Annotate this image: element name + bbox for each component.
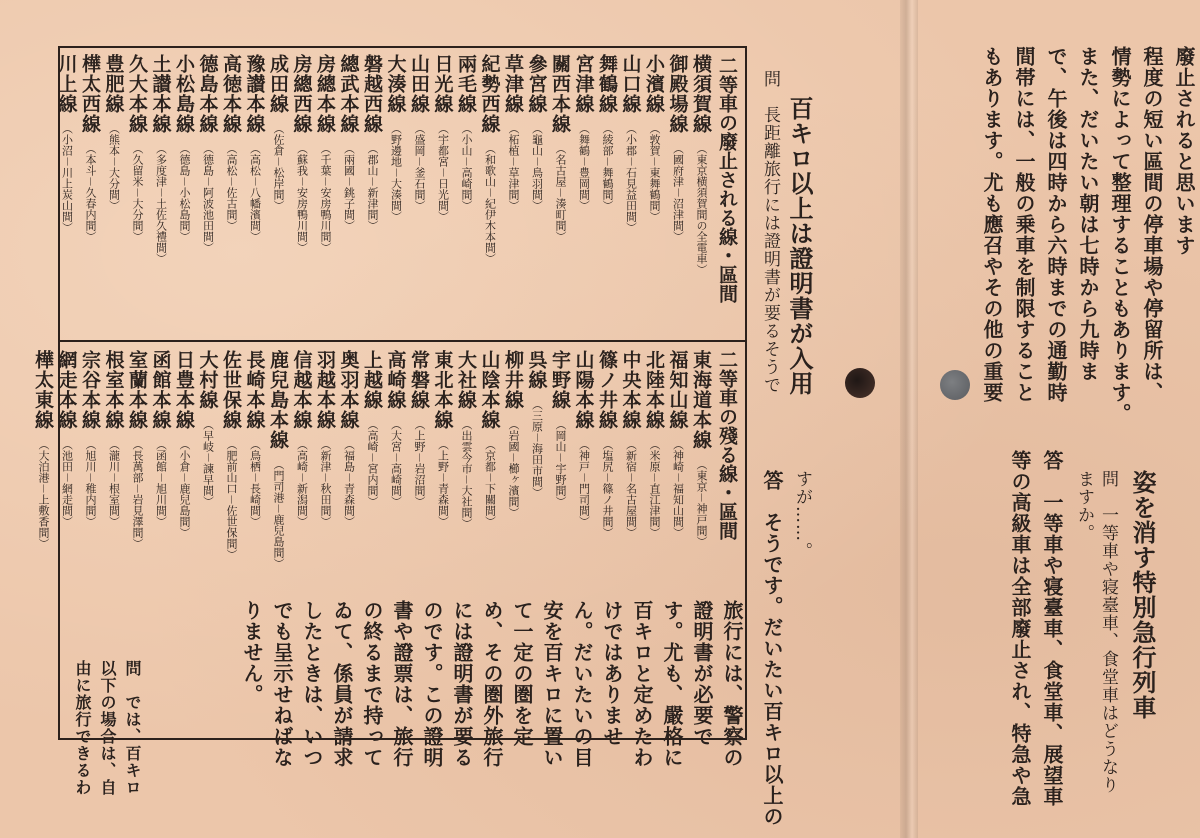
text-column: 情勢によって整理することもあります。	[1108, 46, 1132, 424]
answer-text: 安を百キロに置い	[540, 600, 564, 768]
table-row	[198, 350, 218, 507]
table-row	[221, 54, 241, 231]
line-name: 東北本線	[431, 350, 454, 430]
section-name: （大泊港－上敷香間）	[37, 439, 50, 549]
table-row	[456, 350, 476, 529]
line-name: 北陸本線	[643, 350, 665, 430]
line-name: 參宮線	[525, 54, 548, 114]
section-name: （米原－直江津間）	[648, 439, 661, 538]
section-name: （早岐－諫早間）	[201, 419, 215, 507]
section-name: （本斗－久春内間）	[84, 143, 97, 242]
line-name: 常磐線	[408, 350, 430, 410]
section-name: （肥前山口－佐世保間）	[225, 439, 238, 560]
table-row	[668, 350, 688, 538]
answer-text: の終るまで持って	[360, 600, 384, 768]
table-row	[268, 350, 288, 569]
section-name: （龜山－鳥羽間）	[530, 123, 544, 211]
line-name: 大社線	[455, 350, 477, 410]
table-row	[339, 350, 359, 527]
question-text: 問 長距離旅行には證明書が要るそうで	[760, 70, 780, 394]
table-row	[691, 54, 711, 275]
table-row	[386, 350, 406, 507]
section-name: （敦賀－東舞鶴間）	[648, 123, 661, 222]
answer-text: ん。だいたいの目	[570, 600, 594, 768]
answer-text: 等の高級車は全部廢止され、特急や急	[1008, 450, 1032, 807]
table-row	[597, 54, 617, 211]
line-name: 高崎線	[384, 350, 407, 410]
section-name: （舞鶴－豊岡間）	[577, 123, 591, 211]
text-column: もあります。尤も應召やその他の重要	[980, 46, 1004, 403]
section-name: （小山－高崎間）	[460, 123, 473, 211]
answer-text: す。尤も、嚴格に	[660, 600, 684, 768]
section-name: （盛岡－釜石間）	[413, 123, 426, 211]
answer-text: のです。この證明	[420, 600, 444, 768]
table-row	[503, 350, 523, 518]
line-name: 兩毛線	[455, 54, 477, 114]
line-name: 山田線	[408, 54, 430, 114]
section-name: （宇都宮－日光間）	[436, 123, 450, 222]
table-divider	[60, 340, 745, 342]
section-name: （國府津－沼津間）	[671, 143, 685, 242]
table-row	[33, 350, 53, 549]
line-name: 宇野線	[549, 350, 571, 410]
answer-text: したときは、いつ	[300, 600, 324, 768]
section-name: （綾部－舞鶴間）	[601, 123, 614, 211]
section-name: （名古屋－湊町間）	[554, 143, 567, 242]
line-name: 豫讃本線	[243, 54, 266, 134]
section-name: （塩尻－篠ノ井間）	[601, 439, 614, 538]
line-name: 宗谷本線	[79, 350, 101, 430]
section-name: （神崎－福知山間）	[671, 439, 685, 538]
binding-hole	[940, 370, 970, 400]
table-row	[574, 350, 594, 527]
section-name: （多度津－土佐久禮間）	[154, 143, 168, 264]
line-name: 舞鶴線	[596, 54, 618, 114]
section-name: （出雲今市－大社間）	[460, 419, 473, 529]
section-name: （上野－青森間）	[436, 439, 450, 527]
table-row	[691, 350, 711, 547]
table-row	[104, 350, 124, 527]
line-name: 網走本線	[55, 350, 78, 430]
table-row	[57, 350, 77, 527]
section-name: （高松－佐古間）	[225, 143, 238, 231]
line-name: 日光線	[431, 54, 454, 114]
line-name: 羽越本線	[314, 350, 336, 430]
line-name: 福知山線	[666, 350, 689, 430]
question-text: 以下の場合は、自	[98, 660, 117, 796]
question-text: 問 一等車や寝臺車、食堂車はどうなり	[1098, 470, 1118, 794]
table-row	[597, 350, 617, 538]
section-name: （和歌山－紀伊木本間）	[483, 143, 497, 264]
answer-text: りません。	[240, 600, 264, 705]
line-name: 小濱線	[643, 54, 665, 114]
line-name: 山陽本線	[572, 350, 595, 430]
text-column: で、午後は四時から六時までの通勤時	[1044, 46, 1068, 403]
section-name: （池田－網走間）	[60, 439, 74, 527]
line-name: 大湊線	[384, 54, 407, 114]
abolished-title: 二等車の廢止される線・區間	[716, 56, 738, 303]
line-name: 草津線	[502, 54, 524, 114]
line-name: 房總西線	[290, 54, 313, 134]
section-name: （岩國－櫛ヶ濱間）	[507, 419, 520, 518]
answer-text: め、その圏外旅行	[480, 600, 504, 768]
section-name: （岡山－宇野間）	[554, 419, 567, 507]
section-heading: 姿を消す特別急行列車	[1128, 470, 1157, 720]
table-row	[527, 350, 547, 498]
table-row	[456, 54, 476, 211]
table-row	[80, 350, 100, 527]
table-row	[550, 54, 570, 242]
text-column: 廢止されると思います	[1172, 46, 1196, 256]
line-name: 宮津線	[572, 54, 595, 114]
text-column: 間帯には、一般の乗車を制限すること	[1012, 46, 1036, 403]
line-name: 横須賀線	[690, 54, 712, 134]
line-name: 中央本線	[619, 350, 642, 430]
section-name: （佐倉－松岸間）	[272, 123, 285, 211]
line-name: 篠ノ井線	[596, 350, 618, 430]
section-name: （久留米－大分間）	[131, 143, 144, 242]
table-row	[174, 350, 194, 538]
table-row	[621, 54, 641, 233]
line-name: 柳井線	[502, 350, 524, 410]
table-row	[292, 54, 312, 253]
answer-text: 答 そうです。だいたい百キロ以上の	[760, 470, 784, 827]
table-row	[151, 54, 171, 264]
table-row	[480, 54, 500, 264]
line-name: 根室本線	[102, 350, 125, 430]
line-name: 奥羽本線	[337, 350, 360, 430]
line-name: 東海道本線	[690, 350, 712, 450]
section-name: （京都－下關間）	[483, 439, 497, 527]
line-name: 山陰本線	[478, 350, 501, 430]
question-text: すが……。	[792, 470, 812, 560]
table-row	[151, 350, 171, 527]
table-row	[57, 54, 77, 233]
answer-text: 百キロと定めたわ	[630, 600, 654, 768]
table-row	[315, 54, 335, 253]
table-row	[292, 350, 312, 527]
section-name: （函館－旭川間）	[154, 439, 168, 527]
table-row	[245, 350, 265, 527]
answer-text: 證明書が必要で	[690, 600, 714, 747]
answer-text: て一定の圏を定	[510, 600, 534, 747]
table-row	[221, 350, 241, 560]
section-name: （德島－阿波池田間）	[201, 143, 215, 253]
table-row	[621, 350, 641, 538]
section-name: （高松－八幡濱間）	[248, 143, 262, 242]
line-name: 佐世保線	[220, 350, 242, 430]
section-name: （上野－岩沼間）	[413, 419, 426, 507]
table-row	[362, 350, 382, 507]
line-name: 德島本線	[196, 54, 219, 134]
section-name: （神戸－門司間）	[577, 439, 591, 527]
line-name: 磐越西線	[361, 54, 383, 134]
line-name: 長崎本線	[243, 350, 266, 430]
question-text: ますか。	[1074, 470, 1094, 542]
answer-text: 答 一等車や寝臺車、食堂車、展望車	[1040, 450, 1064, 807]
line-name: 函館本線	[149, 350, 172, 430]
table-row	[644, 54, 664, 222]
line-name: 樺太東線	[32, 350, 54, 430]
line-name: 成田線	[267, 54, 289, 114]
section-name: （大宮－高崎間）	[389, 419, 403, 507]
line-name: 總武本線	[337, 54, 360, 134]
page-fold	[900, 0, 918, 838]
line-name: 樺太西線	[79, 54, 101, 134]
section-name: （東京横須賀間の全電車）	[695, 143, 708, 275]
line-name: 高徳本線	[220, 54, 242, 134]
answer-text: ゐて、係員が請求	[330, 600, 354, 768]
table-row	[127, 350, 147, 549]
section-name: （三原－海田市間）	[530, 399, 544, 498]
section-name: （高崎－新潟間）	[295, 439, 309, 527]
table-row	[104, 54, 124, 211]
answer-text: 書や證票は、旅行	[390, 600, 414, 768]
line-name: 紀勢西線	[478, 54, 501, 134]
table-row	[550, 350, 570, 507]
table-row	[409, 350, 429, 507]
section-name: （高崎－宮内間）	[366, 419, 379, 507]
table-row	[245, 54, 265, 242]
section-name: （長萬部－岩見澤間）	[131, 439, 144, 549]
section-name: （小沼－川上炭山間）	[60, 123, 74, 233]
section-name: （野邊地－大湊間）	[389, 123, 403, 222]
railway-lines-table	[32, 46, 747, 740]
line-name: 室蘭本線	[126, 350, 148, 430]
line-name: 信越本線	[290, 350, 313, 430]
section-name: （小倉－鹿兒島間）	[178, 439, 191, 538]
section-name: （瀧川－根室間）	[107, 439, 121, 527]
section-name: （蘇我－安房鴨川間）	[295, 143, 309, 253]
line-name: 土讃本線	[149, 54, 172, 134]
line-name: 御殿場線	[666, 54, 689, 134]
answer-text: 旅行には、警察の	[720, 600, 744, 768]
answer-text: でも呈示せねばな	[270, 600, 294, 768]
table-row	[386, 54, 406, 222]
section-name: （熊本－大分間）	[107, 123, 121, 211]
table-row	[268, 54, 288, 211]
text-column: また、だいたい朝は七時から九時ま	[1076, 46, 1100, 382]
table-row	[668, 54, 688, 242]
answer-text: けではありませ	[600, 600, 624, 747]
section-name: （兩國－銚子間）	[342, 143, 356, 231]
section-name: （柘植－草津間）	[507, 123, 520, 211]
question-text: 由に旅行できるわ	[73, 660, 92, 796]
line-name: 川上線	[55, 54, 78, 114]
line-name: 房總本線	[314, 54, 336, 134]
table-row	[433, 54, 453, 222]
table-row	[503, 54, 523, 211]
table-row	[480, 350, 500, 527]
line-name: 鹿兒島本線	[267, 350, 289, 450]
text-column: 程度の短い區間の停車場や停留所は、	[1140, 46, 1164, 403]
table-row	[174, 54, 194, 242]
table-row	[315, 350, 335, 527]
table-row	[80, 54, 100, 242]
line-name: 豊肥線	[102, 54, 125, 114]
table-row	[362, 54, 382, 231]
line-name: 大村線	[196, 350, 219, 410]
section-name: （旭川－稚内間）	[84, 439, 97, 527]
line-name: 日豊本線	[173, 350, 195, 430]
line-name: 上越線	[361, 350, 383, 410]
table-row	[339, 54, 359, 231]
line-name: 小松島線	[173, 54, 195, 134]
table-row	[644, 350, 664, 538]
section-name: （門司港－鹿兒島間）	[272, 459, 285, 569]
table-row	[527, 54, 547, 211]
section-name: （新宿－名古屋間）	[624, 439, 638, 538]
section-name: （東京－神戸間）	[695, 459, 708, 547]
section-name: （福島－青森間）	[342, 439, 356, 527]
remaining-title: 二等車の殘る線・區間	[716, 350, 738, 540]
section-name: （鳥栖－長崎間）	[248, 439, 262, 527]
table-row	[127, 54, 147, 242]
section-name: （千葉－安房鴨川間）	[319, 143, 332, 253]
answer-text: には證明書が要る	[450, 600, 474, 768]
section-name: （德島－小松島間）	[178, 143, 191, 242]
table-row	[433, 350, 453, 527]
table-row	[574, 54, 594, 211]
line-name: 久大本線	[126, 54, 148, 134]
table-row	[198, 54, 218, 253]
table-row	[409, 54, 429, 211]
line-name: 山口線	[619, 54, 642, 114]
section-name: （郡山－新津間）	[366, 143, 379, 231]
line-name: 關西本線	[549, 54, 571, 134]
section-name: （新津－秋田間）	[319, 439, 332, 527]
section-name: （小郡－石見益田間）	[624, 123, 638, 233]
section-heading: 百キロ以上は證明書が入用	[785, 96, 814, 396]
binding-hole	[845, 368, 875, 398]
question-text: 問 では、百キロ	[123, 660, 142, 796]
line-name: 呉線	[525, 350, 548, 390]
